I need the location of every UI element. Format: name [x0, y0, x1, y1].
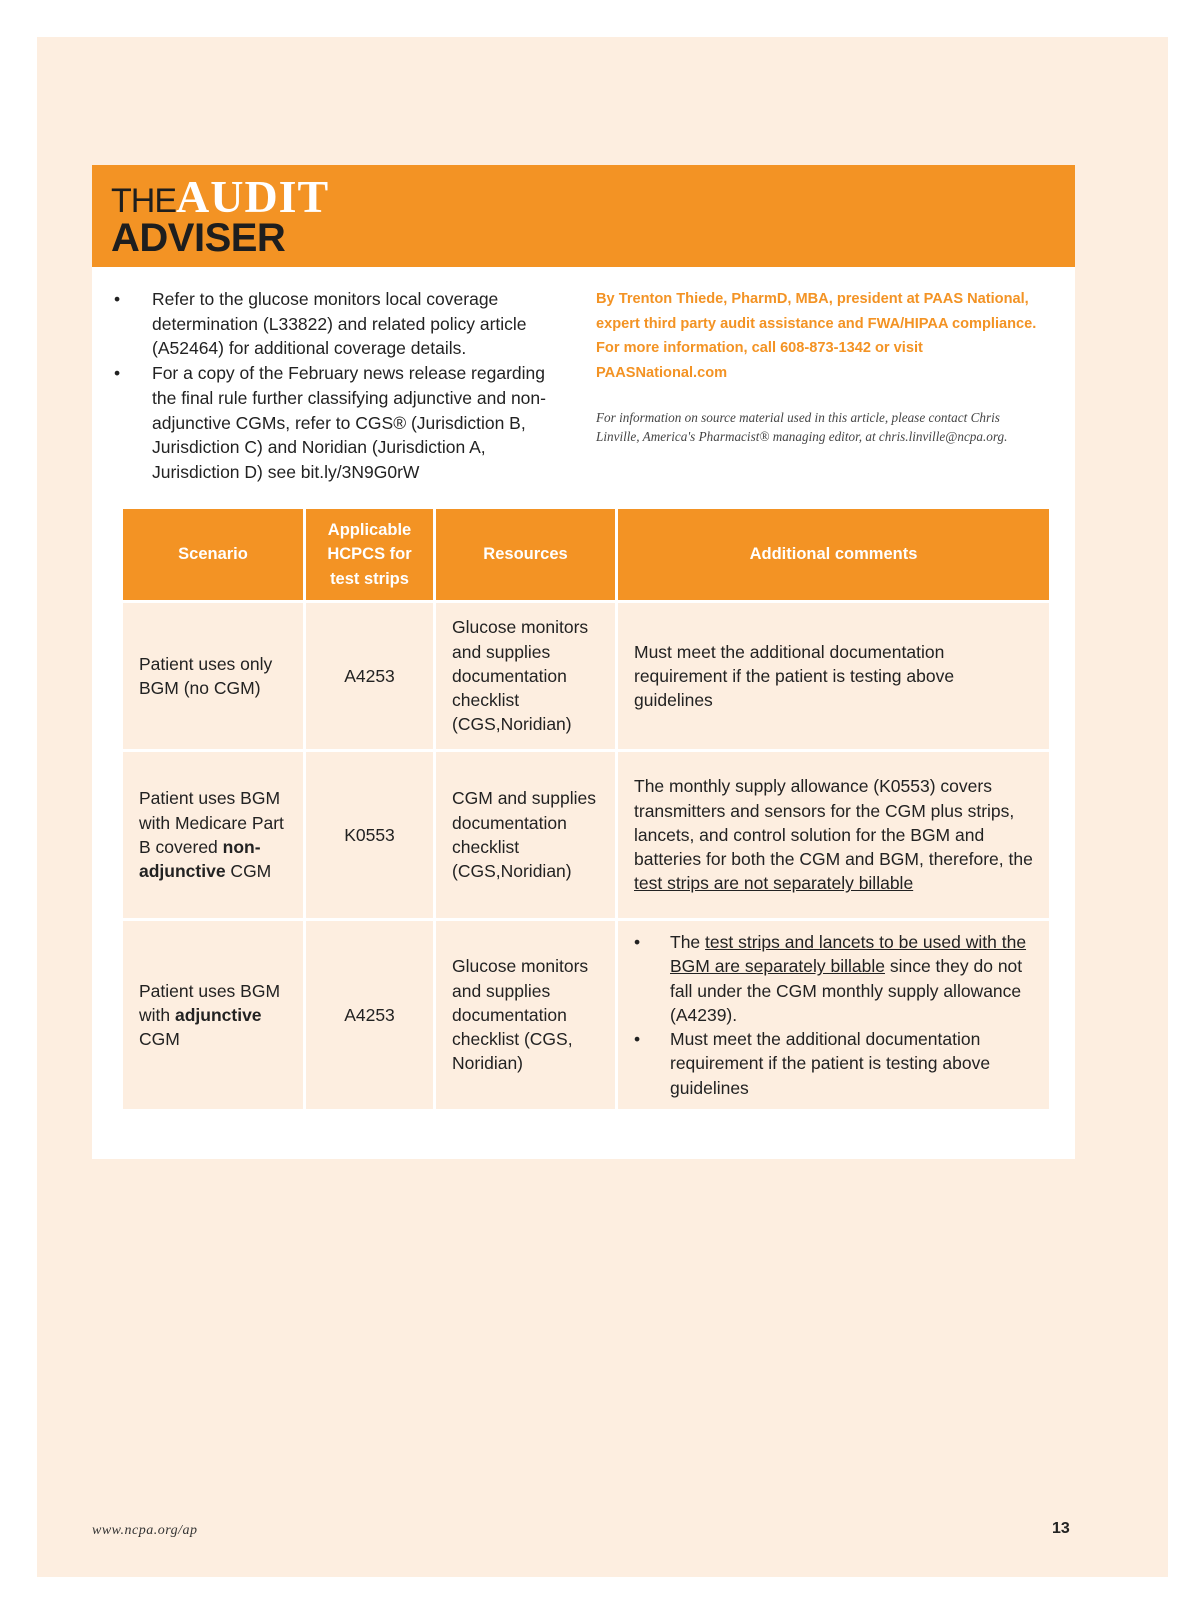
header-scenario: Scenario	[122, 508, 305, 602]
bullet-dot: •	[114, 363, 121, 384]
bullet-dot: •	[634, 1029, 641, 1050]
comment-text: The monthly supply allowance (K0553) covers transmitters and sensors for the CGM plus strips, lancets, and control solution for the BGM and batteries for both the CGM and BGM, therefore, the	[634, 776, 1033, 870]
cell-scenario: Patient uses only BGM (no CGM)	[122, 602, 305, 751]
cell-comment: Must meet the additional documentation requirement if the patient is testing above guidelines	[617, 602, 1051, 751]
page-number: 13	[1052, 1520, 1070, 1537]
scenario-text: Patient uses BGM with Medicare Part B covered	[139, 788, 284, 857]
cell-resources: CGM and supplies documentation checklist (CGS,Noridian)	[435, 751, 617, 920]
reference-bullets	[114, 287, 564, 485]
cell-comment	[617, 751, 1051, 920]
cell-code: K0553	[305, 751, 435, 920]
comment-bullets	[634, 930, 1033, 1100]
banner-line-1	[111, 173, 329, 221]
comment-underlined: test strips are not separately billable	[634, 873, 914, 894]
scenario-text: Patient uses BGM with	[139, 980, 281, 1025]
hcpcs-table	[120, 506, 1052, 1112]
bullet-dot: •	[114, 289, 121, 309]
table-row	[122, 920, 1051, 1111]
bullet-text: Refer to the glucose monitors local coverage determination (L33822) and related policy article (A52464) for additional coverage details.	[152, 289, 527, 359]
list-item	[114, 361, 564, 485]
list-item	[634, 1027, 1033, 1100]
table-row	[122, 751, 1051, 920]
banner-the: THE	[111, 182, 176, 220]
list-item	[114, 287, 564, 361]
article-card	[92, 165, 1075, 1159]
header-hcpcs: Applicable HCPCS for test strips	[305, 508, 435, 602]
cell-comment	[617, 920, 1051, 1111]
source-note: For information on source material used in this article, please contact Chris Linville, America's Pharmacist® managing editor, at chris.linville@ncpa.org.	[596, 410, 1008, 444]
header-resources: Resources	[435, 508, 617, 602]
table-header-row	[122, 508, 1051, 602]
list-item	[634, 930, 1033, 1027]
bullet-dot: •	[634, 931, 641, 952]
table-row	[122, 602, 1051, 751]
scenario-emphasis: adjunctive	[174, 1004, 262, 1025]
footer-url: www.ncpa.org/ap	[92, 1523, 198, 1538]
comment-text: Must meet the additional documentation requirement if the patient is testing above guidelines	[670, 1029, 991, 1098]
comment-text: The	[670, 931, 706, 952]
banner-adviser: ADVISER	[111, 216, 286, 260]
author-byline: By Trenton Thiede, PharmD, MBA, president at PAAS National, expert third party audit assistance and FWA/HIPAA compliance. For more information, call 608-873-1342 or visit PAASNational.com	[596, 291, 1037, 381]
header-comments: Additional comments	[617, 508, 1051, 602]
cell-resources: Glucose monitors and supplies documentation checklist (CGS,Noridian)	[435, 602, 617, 751]
scenario-emphasis: non-adjunctive	[139, 837, 261, 882]
scenario-text-end: CGM	[225, 861, 272, 882]
cell-code: A4253	[305, 920, 435, 1111]
banner-audit: AUDIT	[176, 171, 330, 222]
scenario-text-end: CGM	[139, 1029, 180, 1050]
cell-scenario	[122, 751, 305, 920]
cell-scenario	[122, 920, 305, 1111]
cell-resources: Glucose monitors and supplies documentation checklist (CGS, Noridian)	[435, 920, 617, 1111]
comment-underlined: test strips and lancets to be used with the BGM are separately billable	[670, 931, 1027, 977]
bullet-text: For a copy of the February news release regarding the final rule further classifying adjunctive and non-adjunctive CGMs, refer to CGS® (Jurisdiction B, Jurisdiction C) and Noridian (Jurisdiction A, Jurisdiction D) see bit.ly/3N9G0rW	[152, 363, 546, 482]
section-banner	[92, 165, 1075, 267]
cell-code: A4253	[305, 602, 435, 751]
comment-text-end: since they do not fall under the CGM monthly supply allowance (A4239).	[670, 956, 1023, 1025]
